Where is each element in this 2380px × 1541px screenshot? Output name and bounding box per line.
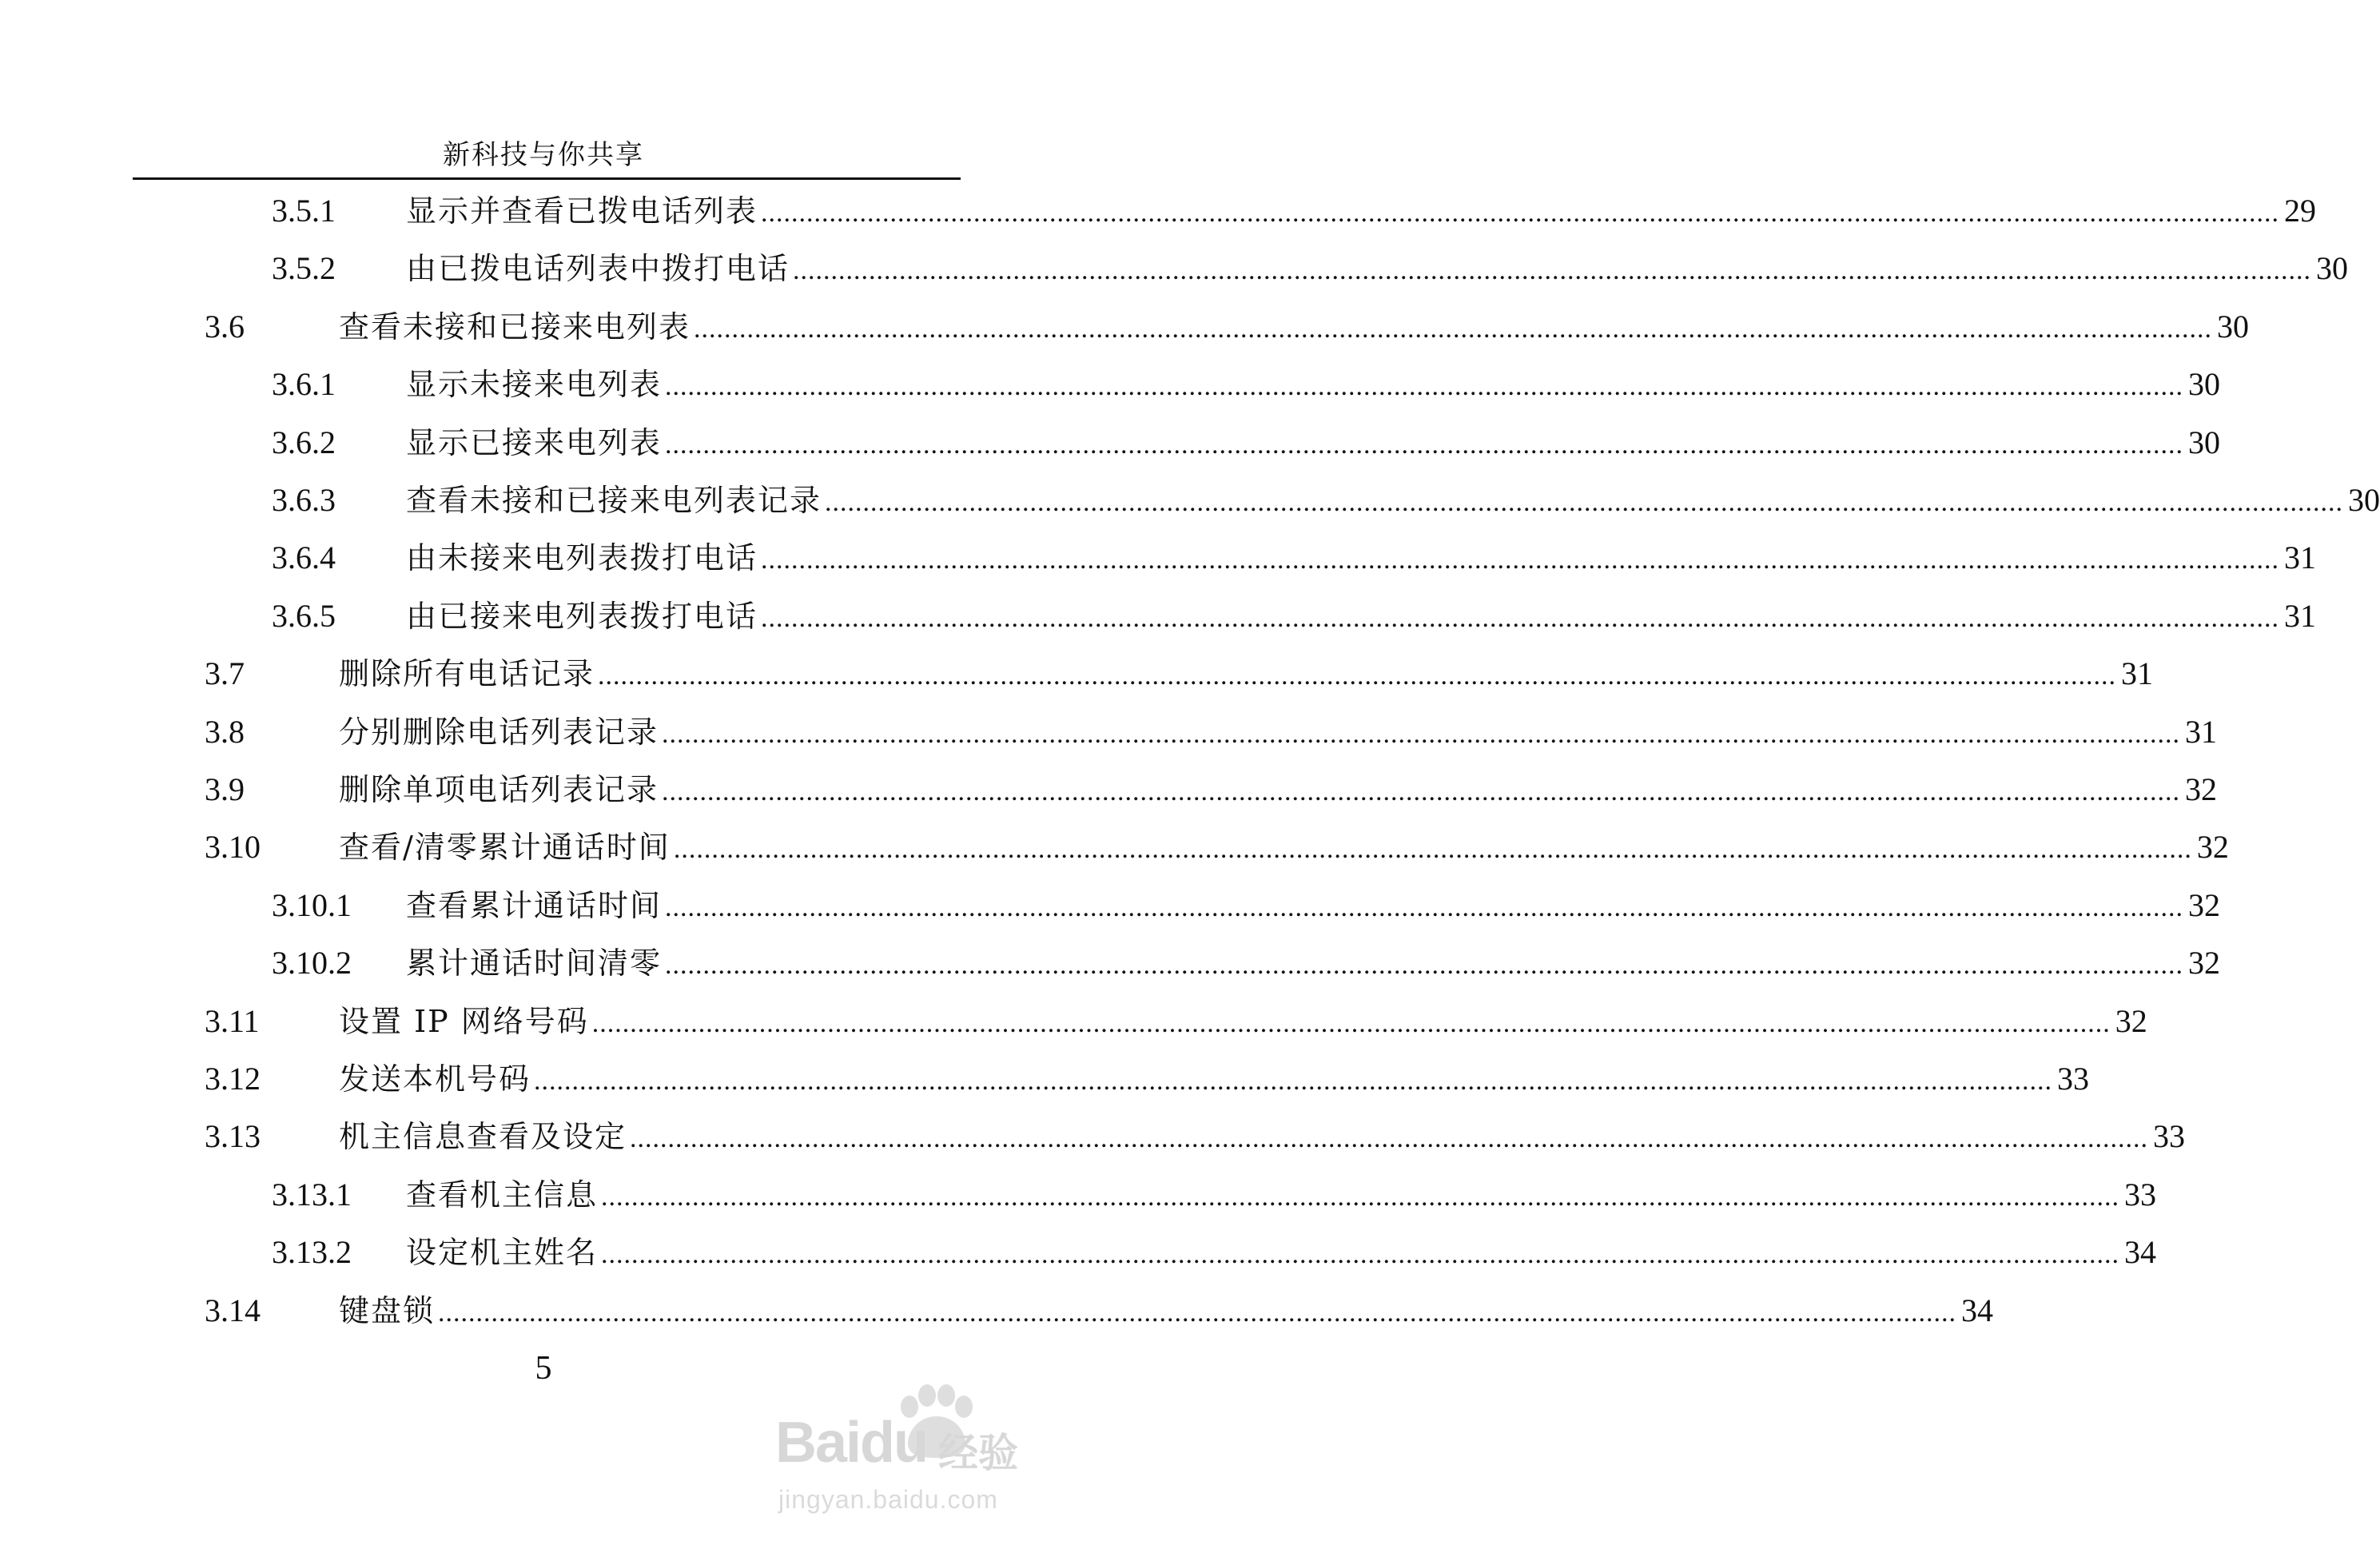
toc-entry-title: 机主信息查看及设定 (339, 1119, 627, 1155)
toc-entry (0, 298, 2250, 356)
toc-entry-page: 34 (2124, 1234, 2157, 1271)
toc-entry (0, 1224, 2157, 1281)
toc-entry-title: 键盘锁 (339, 1292, 436, 1328)
toc-entry-page: 30 (2217, 308, 2250, 344)
watermark-brand-cn: 经验 (938, 1430, 1018, 1476)
toc-entry-number: 3.6.3 (272, 482, 336, 518)
toc-entry-number: 3.6.4 (272, 540, 336, 576)
toc-leader-dots: ........................................................................................................................................................................................................ (598, 661, 2117, 691)
toc-entry (0, 934, 2221, 992)
toc-entry-page: 32 (2196, 829, 2229, 866)
toc-entry-page: 34 (1961, 1292, 1994, 1328)
toc-leader-dots: ........................................................................................................................................................................................................ (662, 719, 2181, 749)
toc-entry-number: 3.9 (205, 771, 245, 807)
toc-entry-page: 33 (2124, 1176, 2157, 1212)
toc-entry-line (406, 356, 2221, 416)
toc-entry-title: 设定机主姓名 (406, 1235, 599, 1271)
toc-leader-dots: ........................................................................................................................................................................................................ (665, 372, 2184, 402)
toc-entry-page: 30 (2188, 366, 2221, 403)
toc-entry-line (406, 587, 2317, 647)
toc-entry-number: 3.13 (205, 1118, 261, 1155)
toc-entry-title: 由已拨电话列表中拨打电话 (406, 251, 790, 287)
toc-entry-title: 累计通话时间清零 (406, 946, 663, 982)
running-header: 新科技与你共享 (443, 139, 644, 171)
toc-leader-dots: ........................................................................................................................................................................................................ (793, 256, 2312, 286)
toc-entry-line (339, 818, 2229, 878)
toc-entry (0, 645, 2154, 703)
toc-leader-dots: ........................................................................................................................................................................................................ (630, 1124, 2149, 1154)
toc-entry-number: 3.6.1 (272, 366, 336, 403)
toc-entry-number: 3.10 (205, 829, 261, 866)
toc-entry-line (406, 877, 2221, 937)
toc-entry-page: 32 (2188, 886, 2221, 923)
toc-entry-number: 3.13.1 (272, 1176, 352, 1212)
toc-entry-line (339, 645, 2154, 705)
toc-entry (0, 1108, 2186, 1165)
toc-leader-dots: ........................................................................................................................................................................................................ (673, 834, 2192, 865)
toc-entry-page: 33 (2153, 1118, 2186, 1155)
page-number: 5 (535, 1350, 552, 1387)
watermark (767, 1375, 1039, 1519)
toc-entry-line (406, 472, 2380, 532)
toc-entry-title: 发送本机号码 (339, 1061, 531, 1097)
toc-entry-line (406, 1224, 2157, 1284)
toc-entry-number: 3.10.1 (272, 886, 352, 923)
toc-entry-title: 删除所有电话记录 (339, 656, 595, 692)
toc-entry (0, 182, 2317, 240)
toc-entry-title: 查看未接和已接来电列表 (339, 309, 691, 344)
toc-entry-title: 查看累计通话时间 (406, 887, 663, 923)
toc-entry-line (406, 1166, 2157, 1226)
toc-entry-number: 3.14 (205, 1292, 261, 1328)
toc-leader-dots: ........................................................................................................................................................................................................ (534, 1066, 2053, 1096)
toc-entry-number: 3.6.5 (272, 597, 336, 634)
toc-entry (0, 703, 2218, 761)
toc-entry-page: 33 (2057, 1061, 2090, 1097)
toc-entry-title: 查看未接和已接来电列表记录 (406, 483, 822, 518)
toc-entry-line (339, 761, 2218, 821)
toc-leader-dots: ........................................................................................................................................................................................................ (761, 545, 2280, 575)
toc-entry-number: 3.8 (205, 713, 245, 750)
toc-entry (0, 818, 2229, 876)
toc-entry-line (406, 414, 2221, 474)
toc-entry-line (406, 182, 2317, 242)
toc-entry (0, 529, 2317, 587)
toc-leader-dots: ........................................................................................................................................................................................................ (662, 777, 2181, 806)
toc-entry-line (339, 1050, 2090, 1110)
toc-entry-title: 查看/清零累计通话时间 (339, 830, 671, 866)
toc-entry (0, 1282, 1994, 1340)
toc-entry-title: 查看机主信息 (406, 1177, 599, 1212)
toc-entry-line (339, 993, 2147, 1053)
toc-leader-dots: ........................................................................................................................................................................................................ (825, 488, 2344, 517)
toc-leader-dots: ........................................................................................................................................................................................................ (601, 1240, 2120, 1270)
header-rule (133, 177, 961, 180)
toc-entry-title: 由已接来电列表拨打电话 (406, 598, 758, 634)
toc-entry-page: 31 (2121, 655, 2154, 692)
toc-entry-title: 设置 IP 网络号码 (339, 1003, 589, 1039)
toc-entry-title: 显示未接来电列表 (406, 367, 663, 403)
toc-leader-dots: ........................................................................................................................................................................................................ (591, 1008, 2111, 1038)
toc-entry-line (339, 298, 2250, 358)
toc-entry (0, 877, 2221, 934)
toc-entry-title: 由未接来电列表拨打电话 (406, 540, 758, 576)
toc-entry-title: 显示已接来电列表 (406, 424, 663, 460)
toc-entry-line (406, 240, 2349, 300)
toc-leader-dots: ........................................................................................................................................................................................................ (761, 198, 2280, 228)
toc-entry (0, 356, 2221, 413)
toc-entry-line (339, 703, 2218, 763)
toc-entry-title: 显示并查看已拨电话列表 (406, 193, 758, 229)
toc-leader-dots: ........................................................................................................................................................................................................ (665, 892, 2184, 922)
watermark-brand: Baidu (775, 1411, 928, 1475)
toc-entry-page: 31 (2284, 597, 2317, 634)
toc-entry-number: 3.5.1 (272, 193, 336, 229)
toc-entry-page: 31 (2284, 540, 2317, 576)
toc-entry-page: 32 (2185, 771, 2218, 807)
toc-entry-title: 删除单项电话列表记录 (339, 772, 659, 807)
toc-entry-page: 31 (2185, 713, 2218, 750)
watermark-url: jingyan.baidu.com (778, 1485, 998, 1514)
toc-entry-page: 32 (2188, 945, 2221, 982)
toc-entry (0, 993, 2147, 1050)
toc-leader-dots: ........................................................................................................................................................................................................ (761, 603, 2280, 633)
toc-entry (0, 761, 2218, 818)
toc-entry-number: 3.12 (205, 1061, 261, 1097)
toc-entry-number: 3.13.2 (272, 1234, 352, 1271)
toc-entry-line (339, 1108, 2186, 1168)
toc-entry-line (339, 1282, 1994, 1342)
toc-entry (0, 1050, 2090, 1108)
toc-leader-dots: ........................................................................................................................................................................................................ (601, 1181, 2120, 1212)
toc-entry-page: 29 (2284, 193, 2317, 229)
toc-entry-number: 3.7 (205, 655, 245, 692)
toc-entry-page: 30 (2348, 482, 2380, 518)
toc-entry (0, 587, 2317, 645)
toc-entry-page: 30 (2188, 424, 2221, 460)
toc-entry-number: 3.10.2 (272, 945, 352, 982)
toc-entry-page: 30 (2316, 250, 2349, 287)
toc-entry-number: 3.5.2 (272, 250, 336, 287)
toc-leader-dots: ........................................................................................................................................................................................................ (665, 429, 2184, 460)
toc-leader-dots: ........................................................................................................................................................................................................ (665, 950, 2184, 981)
toc-leader-dots: ........................................................................................................................................................................................................ (438, 1297, 1957, 1328)
toc-entry-page: 32 (2115, 1002, 2147, 1039)
toc-entry-number: 3.6 (205, 308, 245, 344)
toc-entry-number: 3.11 (205, 1002, 260, 1039)
toc-entry (0, 472, 2380, 529)
toc-entry-title: 分别删除电话列表记录 (339, 714, 659, 750)
toc-leader-dots: ........................................................................................................................................................................................................ (694, 313, 2213, 344)
toc-entry (0, 240, 2349, 297)
toc-entry (0, 1166, 2157, 1224)
toc-entry (0, 414, 2221, 472)
toc-entry-line (406, 934, 2221, 994)
toc-entry-line (406, 529, 2317, 589)
toc-entry-number: 3.6.2 (272, 424, 336, 460)
